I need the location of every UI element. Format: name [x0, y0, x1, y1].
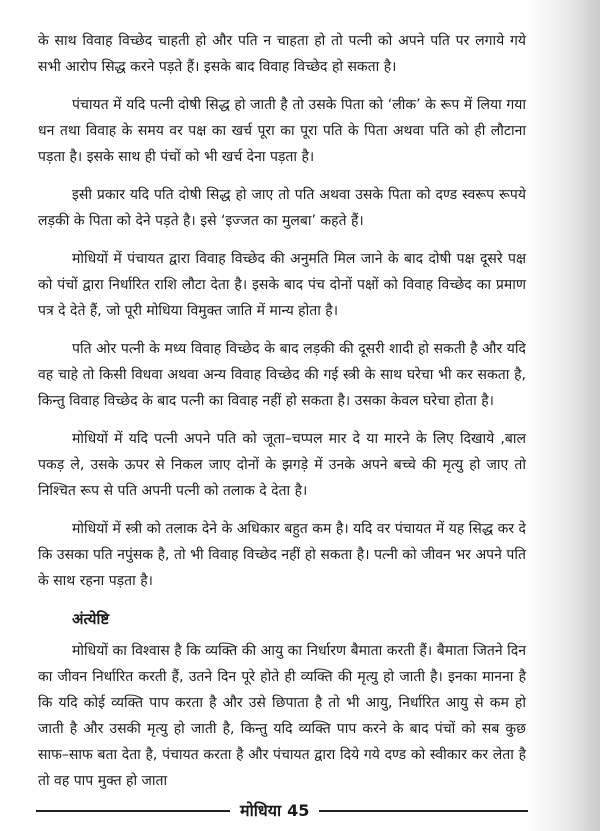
section-heading: अंत्येष्टि	[72, 610, 110, 628]
paragraph-7: मोधियों में स्त्री को तलाक देने के अधिकार बहुत कम है। यदि वर पंचायत में यह सिद्ध कर दे कि उसका पति नपुंसक है, तो भी विवाह विच्छेद नहीं हो सकता है। पत्नी को जीवन भर अपने पति के साथ रहना पड़ता है।	[38, 521, 526, 589]
paragraph-5: पति ओर पत्नी के मध्य विवाह विच्छेद के बाद लड़की की दूसरी शादी हो सकती है और यदि वह चाहे तो किसी विधवा अथवा अन्य विवाह विच्छेद की गई स्त्री के साथ घरेचा भी कर सकता है, किन्तु विवाह विच्छेद के बाद पत्नी का विवाह नहीं हो सकता है। उसका केवल घरेचा होता है।	[38, 341, 526, 409]
page-number: 45	[287, 801, 310, 820]
paragraph-3: इसी प्रकार यदि पति दोषी सिद्ध हो जाए तो पति अथवा उसके पिता को दण्ड स्वरूप रूपये लड़की के पिता को देने पड़ते है। इसे ‘इज्जत का मुलबा’ कहते हैं।	[38, 187, 526, 229]
section-paragraph: मोधियों का विश्वास है कि व्यक्ति की आयु का निर्धारण बैमाता करती हैं। बैमाता जितने दिन का जीवन निर्धारित करती हैं, उतने दिन पूरे होते ही व्यक्ति की मृत्यु हो जाती है। इनका मानना है कि यदि कोई व्यक्ति पाप करता है और उसे छिपाता है तो भी आयु, निर्धारित आयु से कम हो जाती है और उसकी मृत्यु हो जाती है, किन्तु यदि व्यक्ति पाप करने के बाद पंचों को सब कुछ साफ–साफ बता देता है, पंचायत करता है और पंचायत द्वारा दिये गये दण्ड को स्वीकार कर लेता है तो वह पाप मुक्त हो जाता	[38, 643, 526, 789]
paragraph-6: मोधियों में यदि पत्नी अपने पति को जूता–चप्पल मार दे या मारने के लिए दिखाये ,बाल पकड़ ले, उसके ऊपर से निकल जाए दोनों के झगड़े में उनके अपने बच्चे की मृत्यु हो जाए तो निश्चित रूप से पति अपनी पत्नी को तलाक दे देता है।	[38, 431, 526, 499]
book-title: मोधिया	[240, 801, 282, 820]
footer-label	[230, 798, 319, 824]
paragraph-4: मोधियों में पंचायत द्वारा विवाह विच्छेद की अनुमति मिल जाने के बाद दोषी पक्ष दूसरे पक्ष को पंचों द्वारा निर्धारित राशि लौटा देता है। इसके बाद पंच दोनों पक्षों को विवाह विच्छेद का प्रमाण पत्र दे देते हैं, जो पूरी मोधिया विमुक्त जाति में मान्य होता है।	[38, 251, 526, 319]
page-content	[38, 28, 526, 806]
page-footer	[0, 795, 600, 831]
paragraph-2: पंचायत में यदि पत्नी दोषी सिद्ध हो जाती है तो उसके पिता को ‘लीक’ के रूप में लिया गया धन तथा विवाह के समय वर पक्ष का खर्च पूरा का पूरा पति के पिता अथवा पति को ही लौटाना पड़ता है। इसके साथ ही पंचों को भी खर्च देना पड़ता है।	[38, 97, 526, 165]
paragraph-1: के साथ विवाह विच्छेद चाहती हो और पति न चाहता हो तो पत्नी को अपने पति पर लगाये गये सभी आरोप सिद्ध करने पड़ते हैं। इसके बाद विवाह विच्छेद हो सकता है।	[38, 33, 526, 75]
